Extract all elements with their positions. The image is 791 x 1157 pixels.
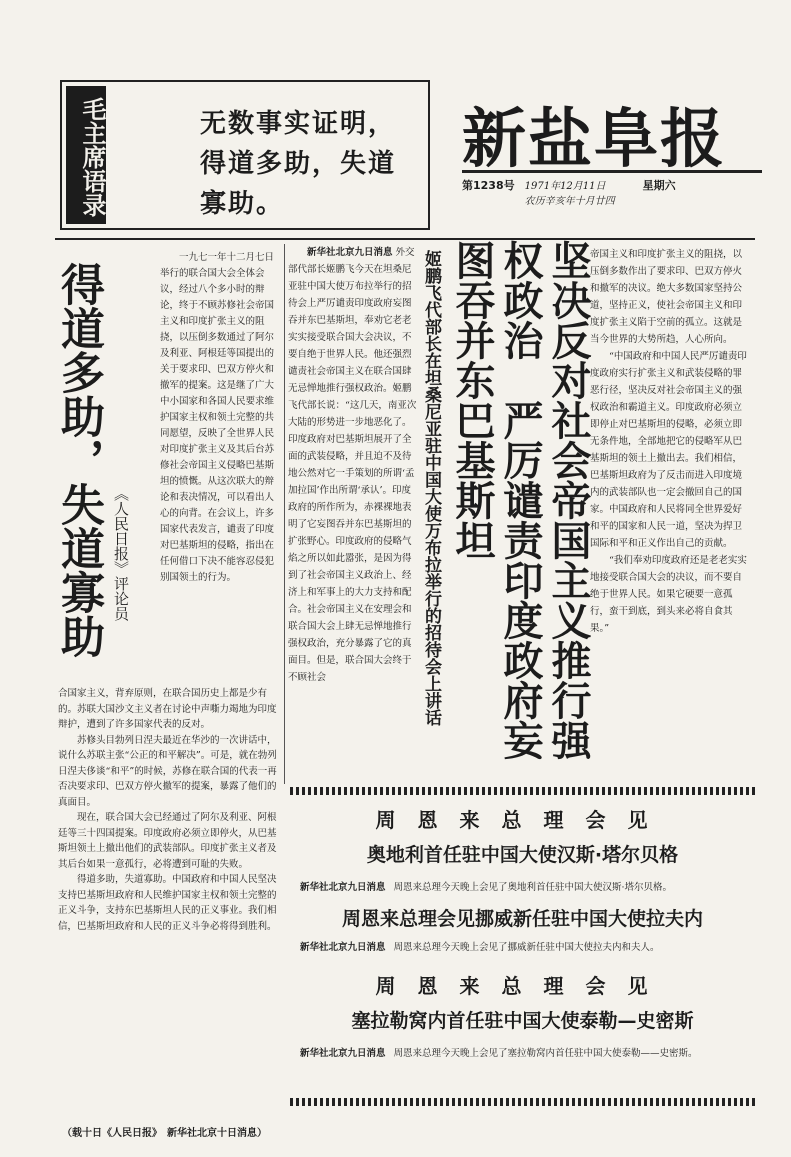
brief-1-text: 周恩来总理今天晚上会见了奥地利首任驻中国大使汉斯·塔尔贝格。 [393,882,673,893]
brief-3-body [300,1046,750,1062]
masthead-divider [55,238,755,240]
editorial-note: （载十日《人民日报》 新华社北京十日消息） [62,1128,267,1139]
brief-3-headline: 塞拉勒窝内首任驻中国大使泰勒—史密斯 [351,1010,694,1032]
brief-2-text: 周恩来总理今天晚上会见了挪威新任驻中国大使拉夫内和夫人。 [393,942,660,953]
issue-dates [525,177,615,207]
brief-3-dateline: 新华社北京九日消息 [300,1048,386,1059]
decorative-border-bottom [290,1098,755,1106]
quotation-label: 毛主席语录 [66,86,106,224]
news-continuation [590,246,750,637]
news-headline: 坚决反对社会帝国主义推行强权政治 严厉谴责印度政府妄图吞并东巴基斯坦 [449,240,592,760]
brief-3-text: 周恩来总理今天晚上会见了塞拉勒窝内首任驻中国大使泰勒——史密斯。 [393,1048,698,1059]
decorative-border-top [290,787,755,795]
brief-2-headline: 周恩来总理会见挪威新任驻中国大使拉夫内 [341,908,703,930]
editorial-source: 《人民日报》评论员 [112,486,130,621]
brief-2-body [300,940,750,956]
date-gregorian: 1971年12月11日 [524,181,606,192]
news-subheadline: 姬鹏飞代部长在坦桑尼亚驻中国大使万布拉举行的招待会上讲话 [421,250,441,726]
date-lunar: 农历辛亥年十月廿四 [524,196,615,207]
brief-1-dateline: 新华社北京九日消息 [300,882,386,893]
issue-info [462,170,762,207]
editorial-paragraph: 合国家主义，背弃原则，在联合国历史上都是少有的。苏联大国沙文主义者在讨论中声嘶力竭地为印度辩护，遭到了许多国家代表的反对。 [58,688,277,730]
editorial-title: 得道多助，失道寡助 [53,262,104,658]
brief-3-kicker: 周恩来总理会见 [375,974,670,998]
column-divider [284,244,285,784]
editorial-paragraph: 现在，联合国大会已经通过了阿尔及利亚、阿根廷等三十四国提案。印度政府必须立即停火，从巴基斯坦领土上撤出他们的武装部队。印度扩张主义者及其后台如果一意孤行，必将遭到可耻的失败。 [58,812,277,870]
editorial-paragraph: 得道多助，失道寡助。中国政府和中国人民坚决支持巴基斯坦政府和人民维护国家主权和领土完整的正义斗争，支持东巴基斯坦人民的正义事业。我们相信，巴基斯坦政府和人民的正义斗争必将得到胜利。 [58,874,277,932]
brief-1-headline: 奥地利首任驻中国大使汉斯·塔尔贝格 [366,844,679,866]
quotation-text: 无数事实证明，得道多助，失道寡助。 [200,109,397,219]
news-paragraph: “我们奉劝印度政府还是老老实实地接受联合国大会的决议，而不要自绝于世界人民。如果它硬要一意孤行，蛮干到底，到头来必将自食其果。” [590,555,747,634]
newspaper-title: 新盐阜报 [462,103,726,177]
news-paragraph: “中国政府和中国人民严厉谴责印度政府实行扩张主义和武装侵略的罪恶行径，坚决反对社会帝国主义的强权政治和霸道主义。印度政府必须立即停止对巴基斯坦的侵略，必须立即无条件地，全部地把它的侵略军从巴基斯坦的领土上撤出去。我们相信，巴基斯坦政府为了反击而进入印度境内的武装部队也一定会撤回自己的国家。中国政府和人民将同全世界爱好和平的国家和人民一道，坚决为捍卫国际和平和正义作出自己的贡献。 [590,351,747,549]
brief-2-dateline: 新华社北京九日消息 [300,942,386,953]
brief-1-body [300,880,750,896]
editorial-paragraph: 苏修头目勃列日涅夫最近在华沙的一次讲话中，说什么苏联主张“公正的和平解决”。可是，就在勃列日涅夫侈谈“和平”的时候，苏修在联合国的代表一再否决要求印、巴双方停火撤军的提案，暴露了他们的真面目。 [58,734,277,808]
news-body [288,244,418,686]
editorial-body-top: 一九七一年十二月七日举行的联合国大会全体会议，经过八个多小时的辩论，终于不顾苏修社会帝国主义和印度扩张主义的阻挠，以压倒多数通过了阿尔及利亚、阿根廷等国提出的关于要求印、巴双方停火和撤军的提案。这是继了广大中小国家和各国人民要求维护国家主权和领土完整的共同愿望，反映了全世界人民对印度扩张主义及其后台苏修社会帝国主义侵略巴基斯坦的愤慨。从这次联大的辩论和表决情况，可以看出人心的向背。在会议上，许多国家代表发言，谴责了印度对巴基斯坦的侵略，指出在任何借口下决不能容忍侵犯别国领土的行为。 [160,252,275,583]
news-dateline: 新华社北京九日消息 [307,247,393,258]
news-paragraph: 帝国主义和印度扩张主义的阻挠，以压倒多数作出了要求印、巴双方停火和撤军的决议。绝大多数国家坚持公道，坚持正义，使社会帝国主义和印度扩张主义陷于空前的孤立。这就是当今世界的大势所趋，人心所向。 [590,249,743,345]
issue-number: 第1238号 [462,179,515,192]
editorial-body-bottom [58,686,280,934]
news-text: 外交部代部长姬鹏飞今天在坦桑尼亚驻中国大使万布拉举行的招待会上严厉谴责印度政府妄图吞并东巴基斯坦，奉劝它老老实实接受联合国大会决议，不要自绝于世界人民。他还强烈谴责社会帝国主义在联合国肆无忌惮地推行强权政治。姬鹏飞代部长说：“这几天，南亚次大陆的形势进一步地恶化了。印度政府对巴基斯坦展开了全面的武装侵略，并且迫不及待地公然对它一手策划的所谓‘孟加拉国’作出所谓‘承认’。印度政府的所作所为，赤裸裸地表明了它妄图吞并东巴基斯坦的扩张野心。印度政府的侵略气焰之所以如此嚣张，是因为得到了社会帝国主义政治上、经济上和军事上的大力支持和配合。社会帝国主义在安理会和联合国大会上肆无忌惮地推行强权政治，充分暴露了它的真面目。但是，联合国大会终于不顾社会 [288,247,417,683]
brief-1-kicker: 周恩来总理会见 [375,808,670,832]
weekday: 星期六 [642,179,676,192]
